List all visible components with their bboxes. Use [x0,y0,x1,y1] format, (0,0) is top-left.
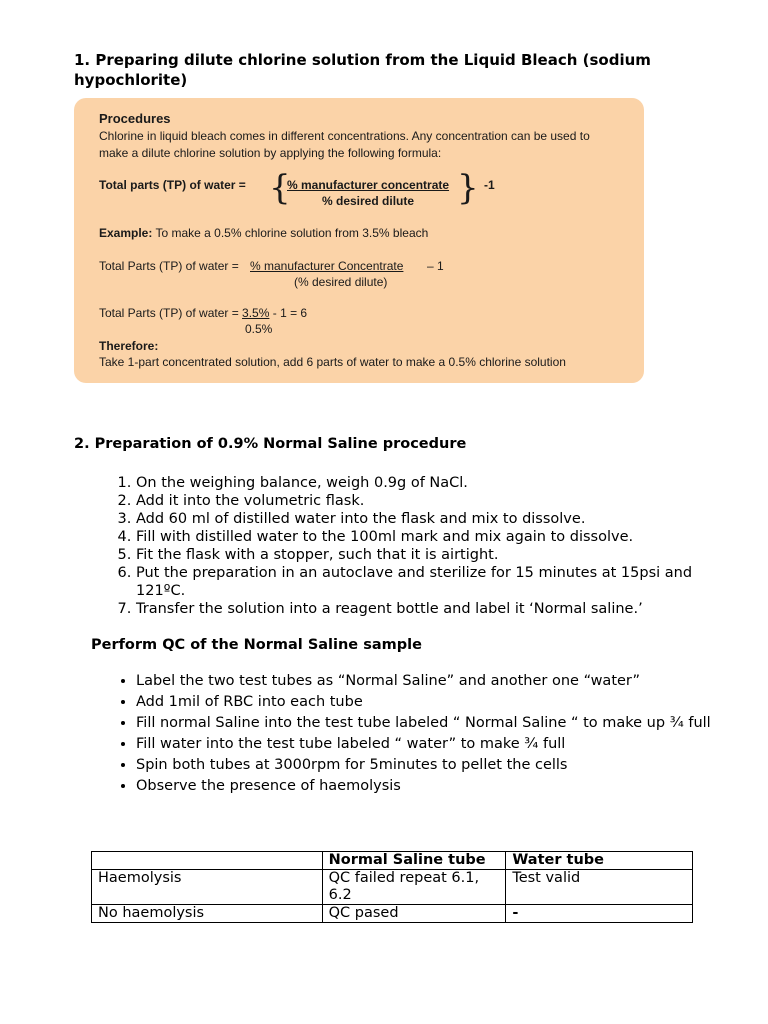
table-header-cell [92,852,323,870]
list-item: 6. Put the preparation in an autoclave and sterilize for 15 minutes at 15psi and 121ºC. [136,564,736,600]
formula-minus: -1 [484,178,495,192]
table-cell: QC failed repeat 6.1, 6.2 [322,870,506,905]
calc-prefix: Total Parts (TP) of water = [99,306,243,320]
list-item: • Observe the presence of haemolysis [136,776,736,797]
list-item: 4. Fill with distilled water to the 100ml mark and mix again to dissolve. [136,528,736,546]
procedure-intro-line2: make a dilute chlorine solution by applying the following formula: [99,146,442,160]
therefore-text: Take 1-part concentrated solution, add 6 parts of water to make a 0.5% chlorine solution [99,355,566,369]
formula-label: Total parts (TP) of water = [99,178,246,192]
table-row [92,905,693,923]
calc-denominator: 0.5% [245,322,273,336]
list-item: • Fill normal Saline into the test tube labeled “ Normal Saline “ to make up ¾ full [136,713,736,734]
table-cell: Haemolysis [92,870,323,905]
table-header-row [92,852,693,870]
table-cell: - [506,905,693,923]
table-cell: QC pased [322,905,506,923]
tp-line-minus: – 1 [427,259,444,273]
calc-line [99,306,307,320]
list-item: • Spin both tubes at 3000rpm for 5minutes to pellet the cells [136,755,736,776]
table-header-cell: Normal Saline tube [322,852,506,870]
section2-heading: 2. Preparation of 0.9% Normal Saline procedure [74,436,467,452]
procedure-box [74,98,644,383]
table-header-cell: Water tube [506,852,693,870]
list-item: • Add 1mil of RBC into each tube [136,692,736,713]
procedure-title: Procedures [99,111,171,126]
list-item: 2. Add it into the volumetric flask. [136,492,736,510]
table-cell: No haemolysis [92,905,323,923]
tp-line-denominator: (% desired dilute) [294,275,388,289]
tp-line-label: Total Parts (TP) of water = [99,259,239,273]
table-cell: Test valid [506,870,693,905]
right-brace: } [457,168,479,208]
list-item: 5. Fit the flask with a stopper, such that it is airtight. [136,546,736,564]
procedure-intro-line1: Chlorine in liquid bleach comes in different concentrations. Any concentration can be used to [99,129,590,143]
therefore-label: Therefore: [99,339,159,353]
example-text: To make a 0.5% chlorine solution from 3.5% bleach [152,226,429,240]
tp-line-numerator: % manufacturer Concentrate [250,259,404,273]
table-row [92,870,693,905]
qc-heading: Perform QC of the Normal Saline sample [91,637,422,653]
formula-numerator: % manufacturer concentrate [287,178,450,192]
calc-suffix: - 1 = 6 [269,306,308,320]
example-label: Example: [99,226,153,240]
list-item: 7. Transfer the solution into a reagent bottle and label it ‘Normal saline.’ [136,600,736,618]
qc-bullet-list [74,671,736,797]
section1-heading: 1. Preparing dilute chlorine solution from the Liquid Bleach (sodium hypochlorite) [74,51,651,89]
list-item: 1. On the weighing balance, weigh 0.9g of NaCl. [136,474,736,492]
calc-numerator: 3.5% [242,306,270,320]
example-line [99,226,428,240]
left-brace: { [269,168,291,208]
saline-steps-list [74,474,736,618]
list-item: 3. Add 60 ml of distilled water into the flask and mix to dissolve. [136,510,736,528]
list-item: • Fill water into the test tube labeled “ water” to make ¾ full [136,734,736,755]
formula-denominator: % desired dilute [322,194,415,208]
qc-results-table [91,851,693,923]
list-item: • Label the two test tubes as “Normal Saline” and another one “water” [136,671,736,692]
